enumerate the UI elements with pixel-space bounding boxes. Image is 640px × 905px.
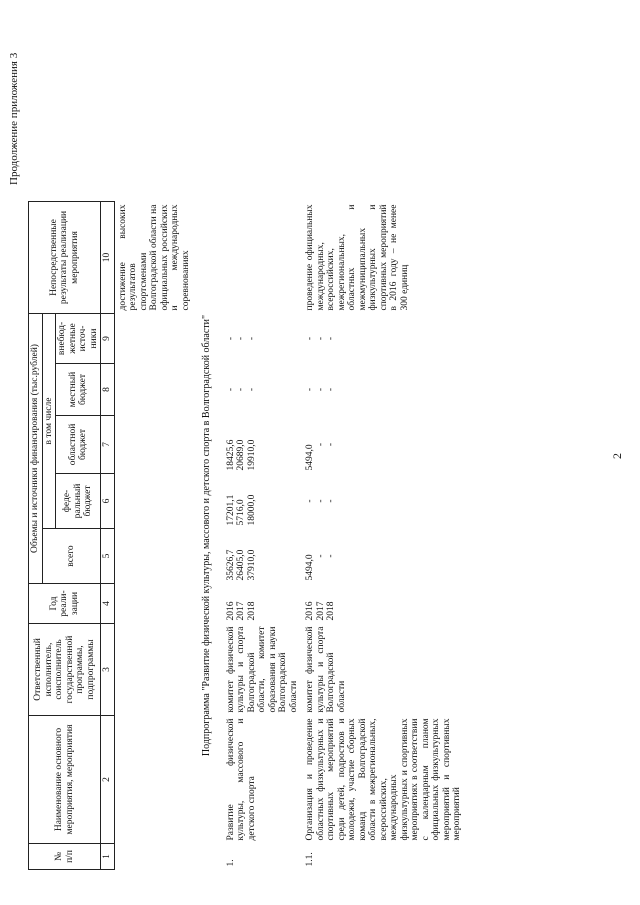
row-total: 35626,7 26405,0 37910,0 <box>225 549 257 581</box>
col-number: 7 <box>101 416 115 474</box>
col-number: 8 <box>101 364 115 416</box>
header-executor: Ответственный исполнитель, соисполнитель государственной программы, подпрограммы <box>29 624 101 716</box>
row-extra: - - - <box>305 336 336 341</box>
row-extra: - - - <box>225 336 257 341</box>
subprogram-row <box>194 202 223 870</box>
row-federal: 17201,1 5716,0 18000,0 <box>225 494 257 526</box>
row-regional: 18425,6 20689,0 19910,0 <box>225 439 257 471</box>
row-result: проведение официальных международных, всероссийских, межрегиональных, областных и межмуниципальных физкультурных и спортивных мероприятий в 2016 году – не менее 300 единиц <box>305 204 410 311</box>
col-number: 6 <box>101 474 115 529</box>
prev-result-row <box>114 202 194 870</box>
row-number: 1. <box>225 859 236 867</box>
col-number: 10 <box>101 202 115 314</box>
header-funding: Объемы и источники финансирования (тыс.рублей) <box>29 314 43 584</box>
header-results: Непосредственные результаты реализации мероприятия <box>29 202 101 314</box>
row-local: - - - <box>225 387 257 392</box>
prev-result-text: достижение высоких результатов спортсменами Волгоградской области на официальных российских и международных соревнованиях <box>117 204 191 311</box>
row-years: 2016 2017 2018 <box>225 601 257 621</box>
row-total: 5494,0 - - <box>305 554 336 581</box>
col-number: 2 <box>101 716 115 844</box>
header-extra: внебюд- жетные источ- ники <box>56 314 101 364</box>
col-number: 9 <box>101 314 115 364</box>
row-local: - - - <box>305 387 336 392</box>
col-number: 5 <box>101 529 115 584</box>
col-number: 4 <box>101 584 115 624</box>
header-year: Год реали- зации <box>29 584 101 624</box>
row-executor: комитет физической культуры и спорта Волгоградской области, комитет образования и науки Волгоградской области <box>225 626 299 713</box>
header-regional: областной бюджет <box>56 416 101 474</box>
table-row <box>223 202 303 870</box>
row-executor: комитет физической культуры и спорта Волгоградской области <box>305 626 347 713</box>
continuation-label: Продолжение приложения 3 <box>8 52 20 185</box>
header-total: всего <box>42 529 101 584</box>
row-federal: - - - <box>305 499 336 503</box>
column-number-row <box>101 202 115 870</box>
col-number: 3 <box>101 624 115 716</box>
header-incl: в том числе <box>42 314 56 529</box>
row-years: 2016 2017 2018 <box>305 601 336 621</box>
page-number: 2 <box>610 453 624 459</box>
subprogram-title: Подпрограмма "Развитие физической культуры, массового и детского спорта в Волгоградской области" <box>201 314 212 757</box>
header-name: Наименование основного мероприятия, мероприятия <box>29 716 101 844</box>
row-regional: 5494,0 - - <box>305 442 336 471</box>
row-result <box>223 202 303 314</box>
header-row <box>29 202 43 870</box>
header-num: № п/п <box>29 844 101 870</box>
table-row <box>302 202 466 870</box>
col-number: 1 <box>101 844 115 870</box>
row-name: Развитие физической культуры, массового и детского спорта <box>225 718 257 841</box>
row-name: Организация и проведение областных физкультурных и спортивных мероприятий среди детей, подростков и молодежи, участие сборных команд Волгоградской области в межрегиональных, всероссийских, международных физкультурных и спортивных мероприятиях в соответствии с календарным планом официальных физкультурных мероприятий и спортивных мероприятий <box>305 718 462 841</box>
header-local: местный бюджет <box>56 364 101 416</box>
header-federal: феде- ральный бюджет <box>56 474 101 529</box>
program-table <box>28 201 466 870</box>
row-number: 1.1. <box>305 852 315 867</box>
